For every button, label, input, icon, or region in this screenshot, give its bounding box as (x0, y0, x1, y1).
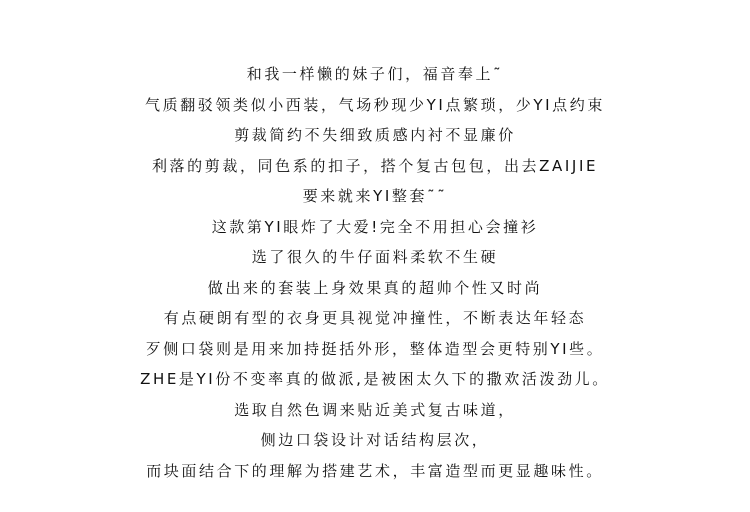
text-line: 和我一样懒的妹子们，福音奉上˜ (246, 65, 504, 83)
text-line: 这款第YI眼炸了大爱!完全不用担心会撞衫 (211, 217, 539, 236)
text-line: 气质翻驳领类似小西装，气场秒现少YI点繁琐，少YI点约束 (145, 95, 605, 114)
text-line: 要来就来YI整套˜˜ (302, 187, 448, 205)
text-line: ZHE是YI份不变率真的做派,是被困太久下的撒欢活泼劲儿。 (140, 370, 610, 388)
text-line: 选了很久的牛仔面料柔软不生硬 (251, 248, 499, 266)
product-description (0, 59, 750, 486)
text-line: 歹侧口袋则是用来加持挺括外形，整体造型会更特别YI些。 (145, 339, 605, 358)
text-line: 侧边口袋设计对话结构层次， (260, 431, 490, 449)
text-line: 做出来的套装上身效果真的超帅个性又时尚 (207, 278, 543, 297)
text-line: 剪裁简约不失细致质感内衬不显廉价 (234, 126, 516, 144)
text-line: 有点硬朗有型的衣身更具视觉冲撞性，不断表达年轻态 (163, 309, 587, 327)
text-line: 而块面结合下的理解为搭建艺术，丰富造型而更显趣味性。 (146, 461, 604, 480)
text-line: 利落的剪裁，同色系的扣子，搭个复古包包，出去ZAIJIE (151, 156, 599, 175)
text-line: 选取自然色调来贴近美式复古味道， (234, 400, 516, 419)
